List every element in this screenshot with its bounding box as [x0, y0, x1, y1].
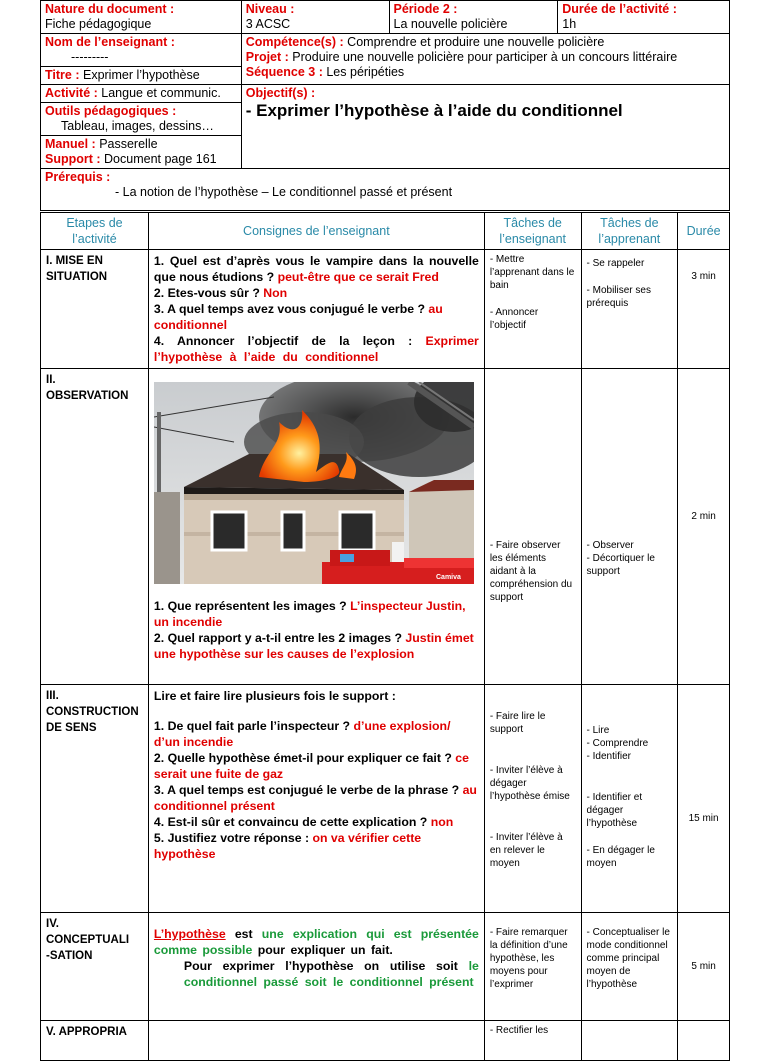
- taches-enseignant-cell: - Faire observer les éléments aidant à la compréhension du support: [484, 369, 581, 685]
- duree-cell: 2 min: [678, 369, 730, 685]
- activite-cell: Activité : Langue et communic.: [41, 85, 242, 103]
- taches-apprenant-cell: - Observer - Décortiquer le support: [581, 369, 678, 685]
- stage-label: V. APPROPRIA: [41, 1021, 149, 1061]
- stage-label: I. MISE EN SITUATION: [41, 250, 149, 369]
- row-conceptualisation: [41, 913, 730, 1021]
- consignes-cell: [148, 1021, 484, 1061]
- duree-cell: Durée de l’activité : 1h: [558, 1, 730, 34]
- prerequis-cell: Prérequis : - La notion de l’hypothèse – Le conditionnel passé et présent: [41, 169, 730, 211]
- duree-cell: [678, 1021, 730, 1061]
- consignes-cell: L’hypothèse est une explication qui est présentée comme possible pour expliquer un fait. Pour exprimer l’hypothèse on utilise soit le conditionnel passé soit le conditionnel présent: [148, 913, 484, 1021]
- header-table: [40, 0, 730, 211]
- objectifs-cell: Objectif(s) : - Exprimer l’hypothèse à l’aide du conditionnel: [241, 85, 729, 169]
- stage-label: III. CONSTRUCTION DE SENS: [41, 685, 149, 913]
- col-taches-apprenant: Tâches de l’apprenant: [581, 213, 678, 250]
- col-etapes: Etapes de l’activité: [41, 213, 149, 250]
- consignes-cell: Lire et faire lire plusieurs fois le support : 1. De quel fait parle l’inspecteur ? d’une explosion/ d’un incendie 2. Quelle hypothèse émet-il pour expliquer ce fait ? ce serait une fuite de gaz 3. A quel temps est conjugué le verbe de la phrase ? au conditionnel présent 4. Est-il sûr et convaincu de cette explication ? non 5. Justifiez votre réponse : on va vérifier cette hypothèse: [148, 685, 484, 913]
- taches-apprenant-cell: - Se rappeler - Mobiliser ses prérequis: [581, 250, 678, 369]
- outils-cell: Outils pédagogiques : Tableau, images, dessins…: [41, 103, 242, 136]
- enseignant-cell: Nom de l’enseignant : ---------: [41, 34, 242, 67]
- col-duree: Durée: [678, 213, 730, 250]
- fire-photo: [154, 382, 474, 584]
- row-appropriation: [41, 1021, 730, 1061]
- duree-cell: 15 min: [678, 685, 730, 913]
- competence-cell: Compétence(s) : Comprendre et produire une nouvelle policière Projet : Produire une nouvelle policière pour participer à un concours littéraire Séquence 3 : Les péripéties: [241, 34, 729, 85]
- taches-enseignant-cell: - Mettre l’apprenant dans le bain - Annoncer l’objectif: [484, 250, 581, 369]
- niveau-cell: Niveau : 3 ACSC: [241, 1, 389, 34]
- stage-label: II. OBSERVATION: [41, 369, 149, 685]
- lesson-table: [40, 212, 730, 1061]
- stage-label: IV. CONCEPTUALI -SATION: [41, 913, 149, 1021]
- row-observation: [41, 369, 730, 685]
- taches-enseignant-cell: - Faire remarquer la définition d’une hypothèse, les moyens pour l’exprimer: [484, 913, 581, 1021]
- taches-apprenant-cell: [581, 1021, 678, 1061]
- duree-cell: 5 min: [678, 913, 730, 1021]
- manuel-cell: Manuel : Passerelle Support : Document page 161: [41, 136, 242, 169]
- consignes-cell: Camiva 1. Que représentent les images ? L’inspecteur Justin, un incendie 2. Quel rapport y a-t-il entre les 2 images ? Justin émet une hypothèse sur les causes de l’explosion: [148, 369, 484, 685]
- taches-enseignant-cell: - Rectifier les: [484, 1021, 581, 1061]
- periode-cell: Période 2 : La nouvelle policière: [389, 1, 558, 34]
- row-construction-sens: [41, 685, 730, 913]
- col-taches-enseignant: Tâches de l’enseignant: [484, 213, 581, 250]
- row-mise-en-situation: [41, 250, 730, 369]
- truck-sign: Camiva: [435, 574, 461, 581]
- taches-enseignant-cell: - Faire lire le support - Inviter l’élève à dégager l’hypothèse émise - Inviter l’élève à en relever le moyen: [484, 685, 581, 913]
- nature-cell: Nature du document : Fiche pédagogique: [41, 1, 242, 34]
- col-consignes: Consignes de l’enseignant: [148, 213, 484, 250]
- taches-apprenant-cell: - Conceptualiser le mode conditionnel comme principal moyen de l’hypothèse: [581, 913, 678, 1021]
- consignes-cell: 1. Quel est d’après vous le vampire dans la nouvelle que nous étudions ? peut-être que ce serait Fred 2. Etes-vous sûr ? Non 3. A quel temps avez vous conjugué le verbe ? au conditionnel 4. Annoncer l’objectif de la leçon : Exprimer l’hypothèse à l’aide du conditionnel: [148, 250, 484, 369]
- duree-cell: 3 min: [678, 250, 730, 369]
- titre-cell: Titre : Exprimer l’hypothèse: [41, 67, 242, 85]
- taches-apprenant-cell: - Lire - Comprendre - Identifier - Identifier et dégager l’hypothèse - En dégager le moyen: [581, 685, 678, 913]
